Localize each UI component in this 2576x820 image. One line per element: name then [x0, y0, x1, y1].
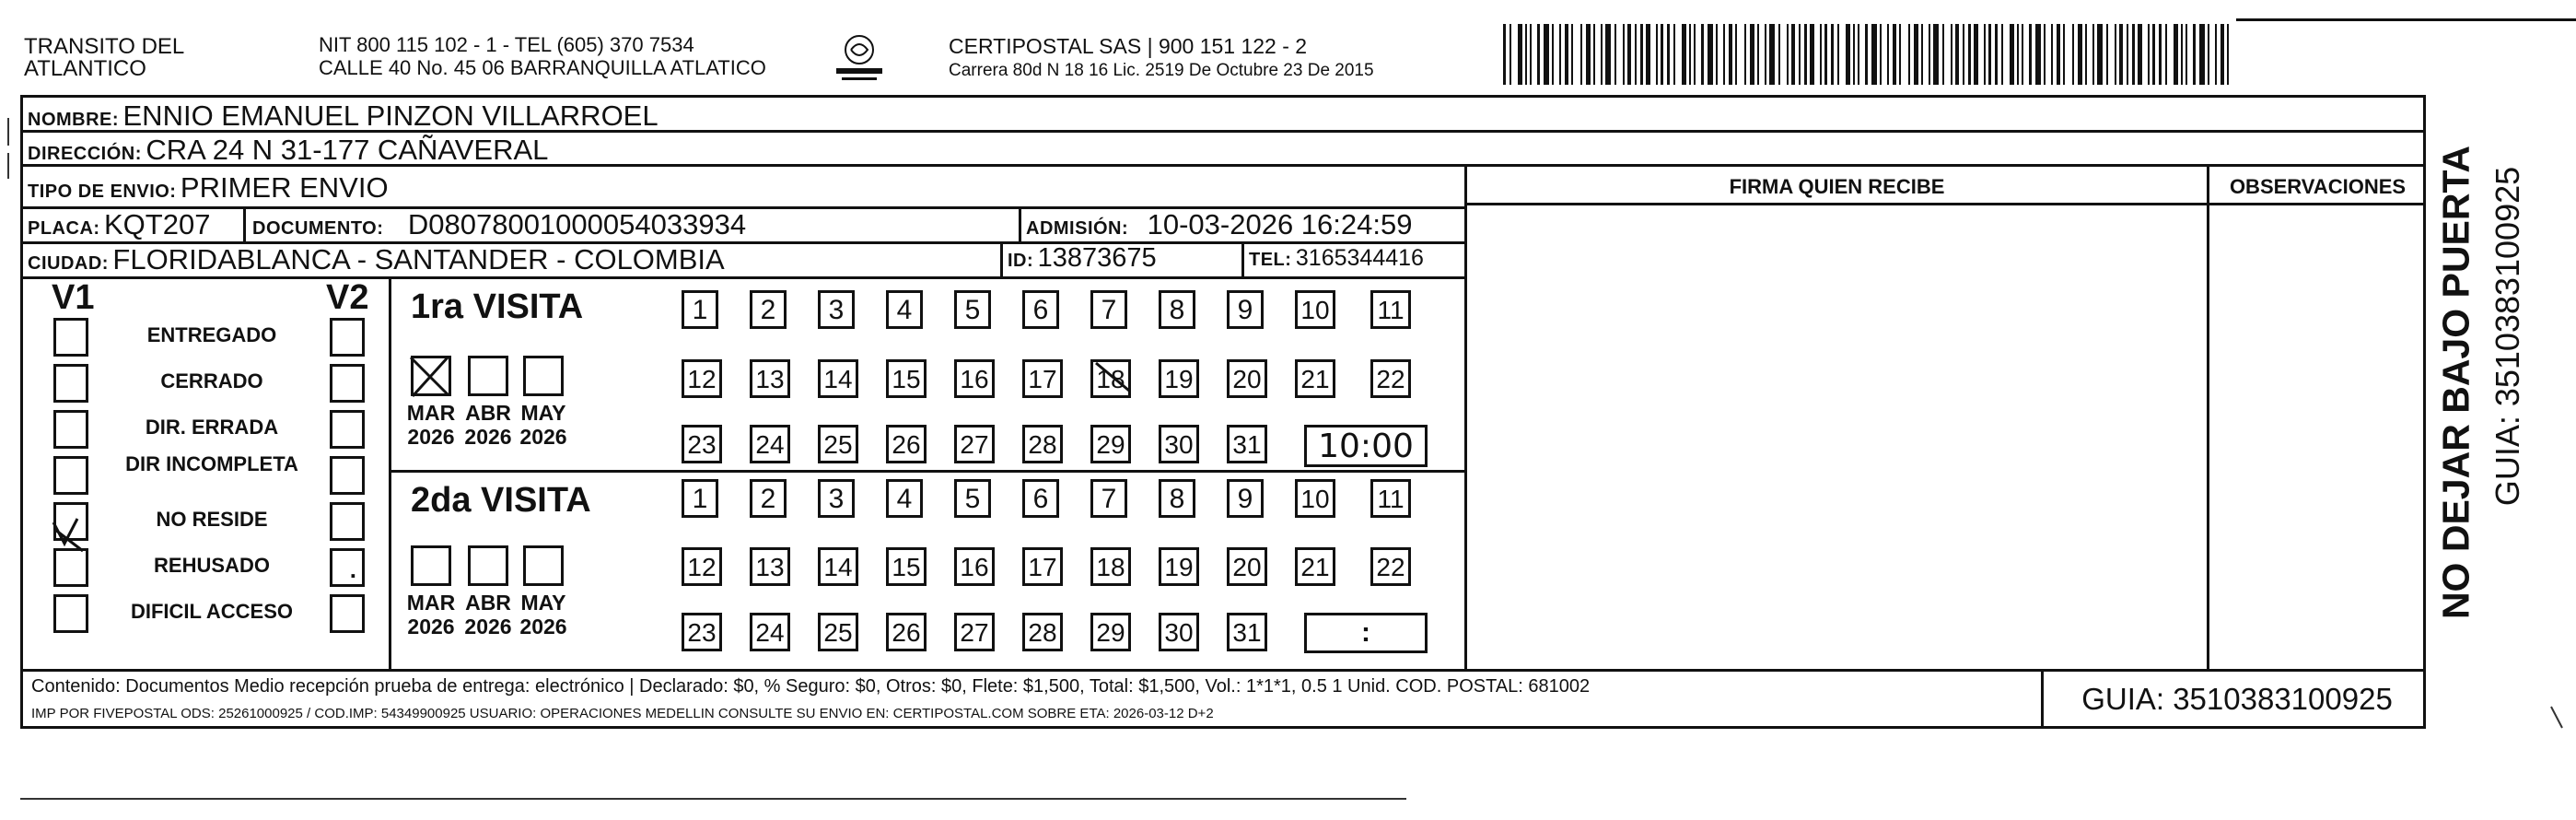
- document-value: D08078001000054033934: [407, 208, 747, 240]
- visit1-day-box[interactable]: 9: [1227, 290, 1264, 329]
- visit2-time: :: [1361, 617, 1370, 648]
- visit2-day-box[interactable]: 8: [1159, 479, 1195, 518]
- visit1-title: 1ra VISITA: [411, 287, 584, 326]
- visit2-day-box[interactable]: 30: [1159, 613, 1199, 651]
- footer-guia: GUIA: 3510383100925: [2081, 682, 2393, 716]
- side-guia: GUIA: 3510383100925: [2489, 166, 2526, 507]
- status-option-label: DIFICIL ACCESO: [130, 600, 293, 623]
- visit1-day-box[interactable]: 29: [1090, 425, 1131, 463]
- id-label: ID:: [1008, 251, 1034, 271]
- visit2-month-name: ABR: [465, 591, 511, 615]
- visit1-month-name: ABR: [465, 401, 511, 425]
- footer-printed: IMP POR FIVEPOSTAL ODS: 25261000925 / COD.IMP: 54349900925 USUARIO: OPERACIONES MEDELLIN CONSULTE SU ENVIO EN: CERTIPOSTAL.COM SOBRE ETA: 2026-03-12 D+2: [31, 706, 1214, 721]
- document-label: DOCUMENTO:: [252, 218, 384, 239]
- v2-header: V2: [326, 278, 369, 317]
- visit2-month-name: MAY: [520, 591, 566, 615]
- status-option-label: NO RESIDE: [156, 508, 268, 531]
- visit1-day-box[interactable]: 16: [954, 359, 995, 398]
- visit1-day-box[interactable]: 2: [750, 290, 787, 329]
- visit2-day-box[interactable]: 20: [1227, 547, 1267, 586]
- visit1-month-year: 2026: [519, 425, 567, 449]
- visit2-day-box[interactable]: 25: [818, 613, 858, 651]
- visit1-day-box[interactable]: 18: [1090, 359, 1131, 398]
- visit2-day-box[interactable]: 18: [1090, 547, 1131, 586]
- id-value: 13873675: [1037, 243, 1157, 273]
- sender-name-line1: TRANSITO DEL: [24, 34, 185, 59]
- status-option-label: CERRADO: [160, 369, 263, 392]
- visit2-day-box[interactable]: 5: [954, 479, 991, 518]
- v2-mark: .: [349, 556, 356, 583]
- visit2-month-year: 2026: [407, 615, 455, 638]
- visit2-day-box[interactable]: 23: [682, 613, 722, 651]
- signature-header: FIRMA QUIEN RECIBE: [1729, 175, 1945, 198]
- visit2-day-box[interactable]: 2: [750, 479, 787, 518]
- visit2-day-box[interactable]: 10: [1295, 479, 1335, 518]
- visit1-day-box[interactable]: 25: [818, 425, 858, 463]
- admission-value: 10-03-2026 16:24:59: [1147, 208, 1413, 240]
- visit1-day-box[interactable]: 27: [954, 425, 995, 463]
- footer-content: Contenido: Documentos Medio recepción prueba de entrega: electrónico | Declarado: $0, % Seguro: $0, Otros: $0, Flete: $1,500, Total: $1,500, Vol.: 1*1*1, 0.5 1 Unid. COD. POSTAL: 681002: [31, 676, 1591, 697]
- visit1-day-box[interactable]: 11: [1370, 290, 1411, 329]
- visit2-month-year: 2026: [519, 615, 567, 638]
- visit2-day-box[interactable]: 1: [682, 479, 718, 518]
- shipping-type-label: TIPO DE ENVIO:: [28, 182, 177, 202]
- visit2-title: 2da VISITA: [411, 481, 591, 520]
- visit1-month-name: MAY: [520, 401, 566, 425]
- visit2-day-box[interactable]: 7: [1090, 479, 1127, 518]
- visit1-day-box[interactable]: 22: [1370, 359, 1411, 398]
- address-label: DIRECCIÓN:: [28, 144, 142, 164]
- visit1-day-box[interactable]: 17: [1022, 359, 1063, 398]
- city-label: CIUDAD:: [28, 253, 109, 274]
- visit2-day-box[interactable]: 16: [954, 547, 995, 586]
- visit1-day-box[interactable]: 20: [1227, 359, 1267, 398]
- visit1-day-box[interactable]: 31: [1227, 425, 1267, 463]
- observations-header: OBSERVACIONES: [2229, 175, 2407, 198]
- recipient-name: ENNIO EMANUEL PINZON VILLARROEL: [122, 100, 659, 132]
- visit1-day-box[interactable]: 28: [1022, 425, 1063, 463]
- visit2-day-box[interactable]: 3: [818, 479, 855, 518]
- status-option-label: ENTREGADO: [146, 323, 277, 346]
- visit1-month-name: MAR: [406, 401, 456, 425]
- visit1-day-box[interactable]: 3: [818, 290, 855, 329]
- sender-address: CALLE 40 No. 45 06 BARRANQUILLA ATLATICO: [319, 56, 766, 79]
- visit1-day-box[interactable]: 5: [954, 290, 991, 329]
- visit1-time: 10:00: [1318, 428, 1414, 465]
- visit2-day-box[interactable]: 31: [1227, 613, 1267, 651]
- visit1-day-box[interactable]: 21: [1295, 359, 1335, 398]
- visit1-day-box[interactable]: 23: [682, 425, 722, 463]
- admission-label: ADMISIÓN:: [1026, 218, 1129, 239]
- visit1-day-box[interactable]: 1: [682, 290, 718, 329]
- visit1-day-box[interactable]: 15: [886, 359, 927, 398]
- visit2-day-box[interactable]: 22: [1370, 547, 1411, 586]
- city-value: FLORIDABLANCA - SANTANDER - COLOMBIA: [112, 243, 725, 275]
- visit1-day-box[interactable]: 13: [750, 359, 790, 398]
- status-option-label: DIR. ERRADA: [145, 416, 279, 439]
- status-option-label: DIR INCOMPLETA: [125, 452, 298, 475]
- visit2-day-box[interactable]: 15: [886, 547, 927, 586]
- visit1-day-box[interactable]: 30: [1159, 425, 1199, 463]
- shipping-type: PRIMER ENVIO: [180, 171, 389, 204]
- status-option-label: REHUSADO: [154, 554, 270, 577]
- visit2-day-box[interactable]: 28: [1022, 613, 1063, 651]
- visit2-day-box[interactable]: 27: [954, 613, 995, 651]
- visit1-day-box[interactable]: 24: [750, 425, 790, 463]
- plate-label: PLACA:: [28, 218, 100, 239]
- v1-header: V1: [52, 278, 95, 317]
- visit2-month-year: 2026: [464, 615, 512, 638]
- visit2-day-box[interactable]: 24: [750, 613, 790, 651]
- visit1-month-year: 2026: [464, 425, 512, 449]
- visit2-day-box[interactable]: 17: [1022, 547, 1063, 586]
- visit2-day-box[interactable]: 19: [1159, 547, 1199, 586]
- tel-value: 3165344416: [1295, 245, 1424, 271]
- visit2-day-box[interactable]: 6: [1022, 479, 1059, 518]
- courier-license: Carrera 80d N 18 16 Lic. 2519 De Octubre 23 De 2015: [949, 61, 1374, 80]
- recipient-address: CRA 24 N 31-177 CAÑAVERAL: [146, 134, 549, 166]
- visit2-day-box[interactable]: 14: [818, 547, 858, 586]
- visit1-day-box[interactable]: 6: [1022, 290, 1059, 329]
- visit2-day-box[interactable]: 12: [682, 547, 722, 586]
- visit1-day-box[interactable]: 12: [682, 359, 722, 398]
- visit2-day-box[interactable]: 29: [1090, 613, 1131, 651]
- visit2-day-box[interactable]: 13: [750, 547, 790, 586]
- visit1-day-box[interactable]: 26: [886, 425, 927, 463]
- visit2-month-name: MAR: [406, 591, 456, 615]
- visit2-day-box[interactable]: 4: [886, 479, 923, 518]
- tel-label: TEL:: [1249, 250, 1292, 270]
- plate-value: KQT207: [104, 208, 211, 240]
- sender-nit: NIT 800 115 102 - 1 - TEL (605) 370 7534: [319, 33, 694, 56]
- sender-name-line2: ATLANTICO: [24, 56, 146, 81]
- side-warning: NO DEJAR BAJO PUERTA: [2434, 145, 2477, 620]
- visit1-day-box[interactable]: 14: [818, 359, 858, 398]
- name-label: NOMBRE:: [28, 110, 120, 130]
- visit1-month-year: 2026: [407, 425, 455, 449]
- visit1-day-box[interactable]: 10: [1295, 290, 1335, 329]
- visit1-day-box[interactable]: 4: [886, 290, 923, 329]
- visit1-day-box[interactable]: 19: [1159, 359, 1199, 398]
- visit1-day-box[interactable]: 8: [1159, 290, 1195, 329]
- visit1-day-box[interactable]: 7: [1090, 290, 1127, 329]
- courier-name: CERTIPOSTAL SAS | 900 151 122 - 2: [949, 34, 1308, 58]
- visit2-day-box[interactable]: 26: [886, 613, 927, 651]
- visit2-day-box[interactable]: 21: [1295, 547, 1335, 586]
- visit2-day-box[interactable]: 9: [1227, 479, 1264, 518]
- visit2-day-box[interactable]: 11: [1370, 479, 1411, 518]
